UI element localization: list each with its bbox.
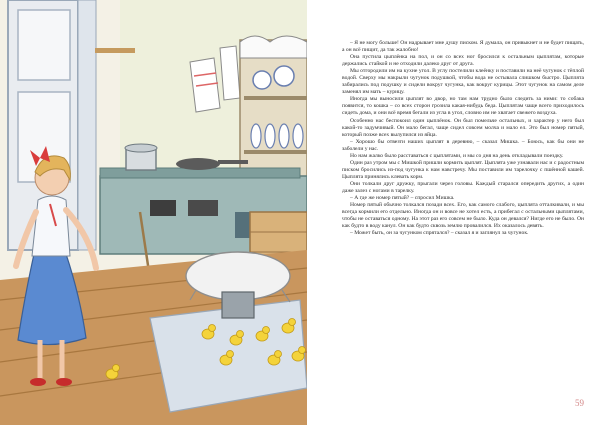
paragraph: – Я не могу больше! Он надрывает мне душу писком. Я думала, он привыкнет и не будет пищать, а он всё пищит, да так жалобно!: [342, 40, 584, 54]
paragraph: Мы отгородили им на кухне угол. В углу постелили клеёнку и поставили на неё чугунок с тёплой водой. Сверху мы накрыли чугунок подушкой, чтобы вода не остывала слишком быстро. Цыплята забирались под подушку и сидели вокруг чугунка, как вокруг курицы. Этот чугунок на самом деле заменял им мать – курицу.: [342, 68, 584, 96]
paragraph: Иногда мы выносили цыплят во двор, но там нам трудно было следить за ними: то собака появится, то кошка – со всех сторон грозила какая-нибудь беда. Цыплятам чаще всего приходилось сидеть дома, и они всё время бегали из угла в угол, словно им не хватает свежего воздуха.: [342, 96, 584, 117]
story-text: [342, 40, 584, 237]
text-page: [310, 0, 600, 425]
paragraph: Она пустила цыплёнка на пол, и он со всех ног бросился к остальным цыплятам, которые держались стайкой и не отходили далеко друг от друга.: [342, 54, 584, 68]
paragraph: Один раз утром мы с Мишкой пришли кормить цыплят. Цыплята уже узнавали нас и с радостным писком бросились из-под чугунка к нам навстречу. Мы поставили им тарелочку с пшённой кашей. Цыплята принялись клевать корм.: [342, 159, 584, 180]
paragraph: – Может быть, он за чугунком спрятался? – сказал я и заглянул за чугунок.: [350, 230, 529, 237]
paragraph: Но нам жалко было расставаться с цыплятами, и мы со дня на день откладывали поездку.: [350, 152, 564, 159]
page-number: 59: [575, 398, 584, 408]
paragraph: Номер пятый обычно толкался позади всех. Его, как самого слабого, цыплята отталкивали, и мы всегда кормили его отдельно. Иногда он и вовсе не хотел есть, а прибегал с остальными цыплятами, чтобы не оставаться одному. На этот раз его совсем не было. Куда он девался? Нигде его не было. Он как будто в воду канул. Он как будто сквозь землю провалился. Их оказалось девять.: [342, 202, 584, 230]
paragraph: – Хорошо бы отвезти наших цыплят в деревню, – сказал Мишка. – Боюсь, как бы они не заболели у нас.: [342, 138, 584, 152]
paragraph: Они толкали друг дружку, прыгали через головы. Каждый старался опередить других, а один даже залез с ногами в тарелку.: [342, 180, 584, 194]
paragraph: – А где же номер пятый? – спросил Мишка.: [350, 195, 455, 202]
paragraph: Особенно нас беспокоил один цыплёнок. Он был помельче остальных, и характер у него был какой-то задумчивый. Он мало бегал, чаще сидел совсем молча и мало ел. Это был номер пятый, который позже всех вылупился из яйца.: [342, 117, 584, 138]
